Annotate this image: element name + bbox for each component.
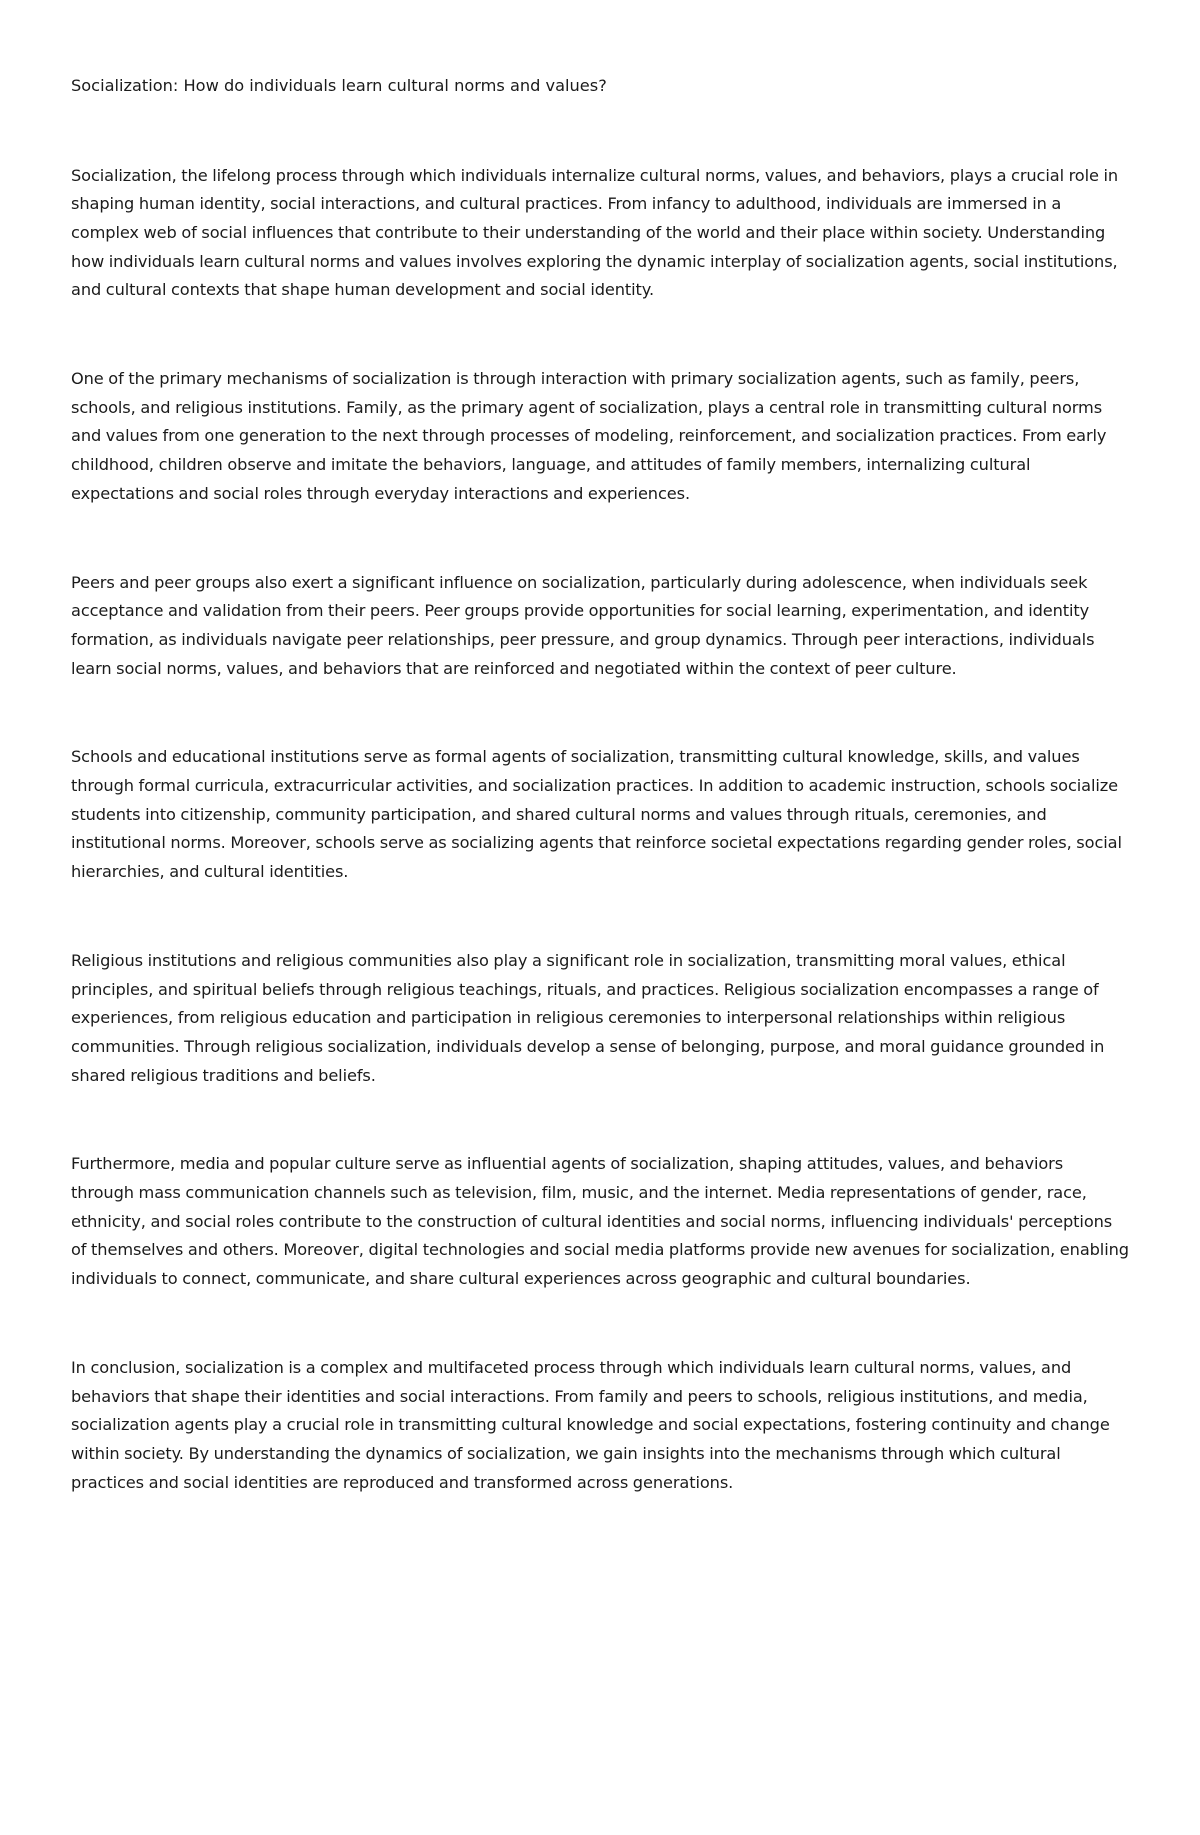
document-title: Socialization: How do individuals learn cultural norms and values? bbox=[71, 76, 607, 95]
paragraph-schools: Schools and educational institutions serve as formal agents of socialization, transmitting cultural knowledge, skills, and values through formal curricula, extracurricular activities, and socialization practices. In addition to academic instruction, schools socialize students into citizenship, community participation, and shared cultural norms and values through rituals, ceremonies, and institutional norms. Moreover, schools serve as socializing agents that reinforce societal expectations regarding gender roles, social hierarchies, and cultural identities. bbox=[71, 747, 1122, 882]
paragraph-conclusion: In conclusion, socialization is a complex and multifaceted process through which individuals learn cultural norms, values, and behaviors that shape their identities and social interactions. From family and peers to schools, religious institutions, and media, socialization agents play a crucial role in transmitting cultural knowledge and social expectations, fostering continuity and change within society. By understanding the dynamics of socialization, we gain insights into the mechanisms through which cultural practices and social identities are reproduced and transformed across generations. bbox=[71, 1357, 1110, 1492]
paragraph-family: One of the primary mechanisms of socialization is through interaction with primary socialization agents, such as family, peers, schools, and religious institutions. Family, as the primary agent of socialization, plays a central role in transmitting cultural norms and values from one generation to the next through processes of modeling, reinforcement, and socialization practices. From early childhood, children observe and imitate the behaviors, language, and attitudes of family members, internalizing cultural expectations and social roles through everyday interactions and experiences. bbox=[71, 369, 1107, 503]
paragraph-introduction: Socialization, the lifelong process through which individuals internalize cultural norms, values, and behaviors, plays a crucial role in shaping human identity, social interactions, and cultural practices. From infancy to adulthood, individuals are immersed in a complex web of social influences that contribute to their understanding of the world and their place within society. Understanding how individuals learn cultural norms and values involves exploring the dynamic interplay of socialization agents, social institutions, and cultural contexts that shape human development and social identity. bbox=[71, 165, 1119, 300]
paragraph-peers: Peers and peer groups also exert a significant influence on socialization, particularly during adolescence, when individuals seek acceptance and validation from their peers. Peer groups provide opportunities for social learning, experimentation, and identity formation, as individuals navigate peer relationships, peer pressure, and group dynamics. Through peer interactions, individuals learn social norms, values, and behaviors that are reinforced and negotiated within the context of peer culture. bbox=[71, 572, 1095, 678]
paragraph-religion: Religious institutions and religious communities also play a significant role in socialization, transmitting moral values, ethical principles, and spiritual beliefs through religious teachings, rituals, and practices. Religious socialization encompasses a range of experiences, from religious education and participation in religious ceremonies to interpersonal relationships within religious communities. Through religious socialization, individuals develop a sense of belonging, purpose, and moral guidance grounded in shared religious traditions and beliefs. bbox=[71, 950, 1105, 1085]
paragraph-media: Furthermore, media and popular culture serve as influential agents of socialization, shaping attitudes, values, and behaviors through mass communication channels such as television, film, music, and the internet. Media representations of gender, race, ethnicity, and social roles contribute to the construction of cultural identities and social norms, influencing individuals' perceptions of themselves and others. Moreover, digital technologies and social media platforms provide new avenues for socialization, enabling individuals to connect, communicate, and share cultural experiences across geographic and cultural boundaries. bbox=[71, 1154, 1129, 1289]
